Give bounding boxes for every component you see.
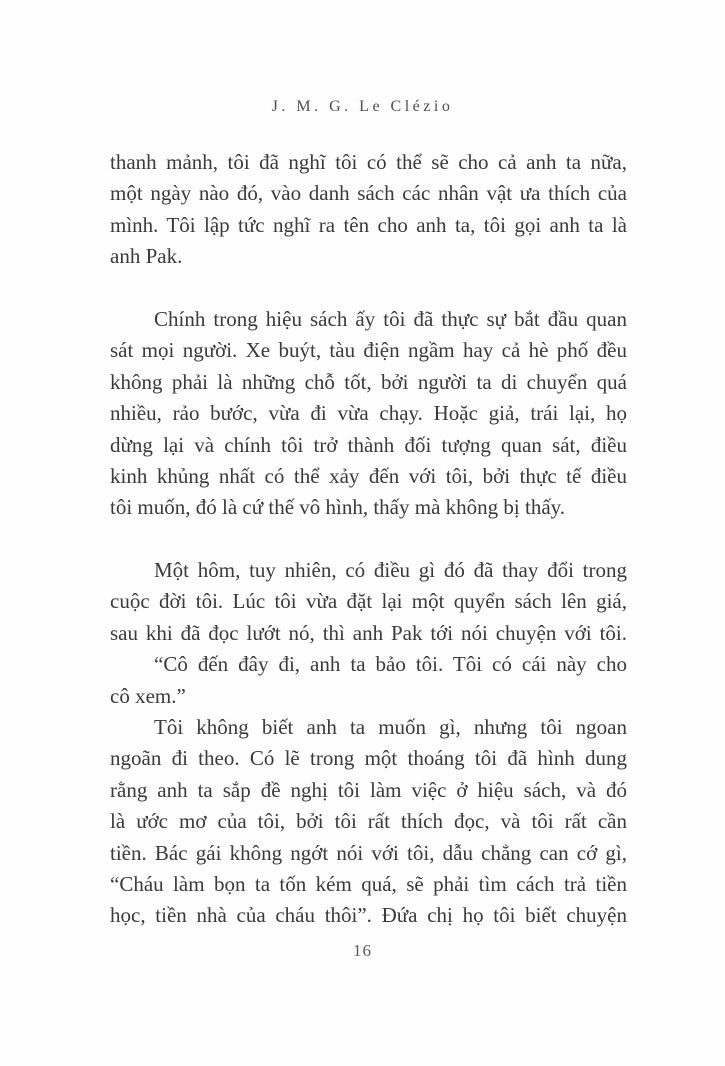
text-line: thanh mảnh, tôi đã nghĩ tôi có thể sẽ cho cả anh ta nữa,	[110, 150, 627, 174]
text-line: “Cô đến đây đi, anh ta bảo tôi. Tôi có cái này cho	[154, 652, 627, 677]
text-line: không phải là những chỗ tốt, bởi người ta di chuyển quá	[110, 369, 627, 394]
text-line: dừng lại và chính tôi trở thành đối tượng quan sát, điều	[110, 432, 627, 457]
paragraph	[110, 304, 627, 524]
text-line: Tôi không biết anh ta muốn gì, nhưng tôi ngoan	[154, 715, 627, 740]
text-line: tôi muốn, đó là cứ thế vô hình, thấy mà không bị thấy.	[110, 495, 566, 520]
text-line: cô xem.”	[110, 683, 186, 708]
text-line: Chính trong hiệu sách ấy tôi đã thực sự bắt đầu quan	[154, 306, 627, 331]
text-line: sau khi đã đọc lướt nó, thì anh Pak tới nói chuyện với tôi.	[110, 620, 627, 645]
paragraph	[110, 555, 627, 649]
page-number: 16	[353, 941, 372, 960]
text-line: mình. Tôi lập tức nghĩ ra tên cho anh ta, tôi gọi anh ta là	[110, 212, 627, 237]
text-line: tiền. Bác gái không ngớt nói với tôi, dẫu chẳng can cớ gì,	[110, 840, 627, 865]
text-block	[110, 147, 627, 932]
text-line: kinh khủng nhất có thể xảy đến với tôi, bởi thực tế điều	[110, 463, 627, 488]
text-line: rằng anh ta sắp đề nghị tôi làm việc ở hiệu sách, và đó	[110, 777, 627, 802]
text-line: Một hôm, tuy nhiên, có điều gì đó đã thay đổi trong	[154, 558, 627, 583]
paragraph	[110, 649, 627, 712]
text-line: sát mọi người. Xe buýt, tàu điện ngầm hay cả hè phố đều	[110, 338, 627, 363]
text-line: anh Pak.	[110, 244, 183, 269]
text-line: một ngày nào đó, vào danh sách các nhân vật ưa thích của	[110, 181, 627, 206]
text-line: cuộc đời tôi. Lúc tôi vừa đặt lại một quyển sách lên giá,	[110, 589, 627, 614]
paragraph	[110, 147, 627, 273]
paragraph	[110, 712, 627, 932]
text-line: ngoãn đi theo. Có lẽ trong một thoáng tôi đã hình dung	[110, 746, 627, 771]
text-line: “Cháu làm bọn ta tốn kém quá, sẽ phải tìm cách trả tiền	[110, 871, 627, 896]
text-line: là ước mơ của tôi, bởi tôi rất thích đọc, và tôi rất cần	[110, 809, 627, 834]
text-line: nhiều, rảo bước, vừa đi vừa chạy. Hoặc giả, trái lại, họ	[110, 401, 627, 426]
running-header: J. M. G. Le Clézio	[271, 98, 454, 115]
text-line: học, tiền nhà của cháu thôi”. Đứa chị họ tôi biết chuyện	[110, 903, 627, 928]
